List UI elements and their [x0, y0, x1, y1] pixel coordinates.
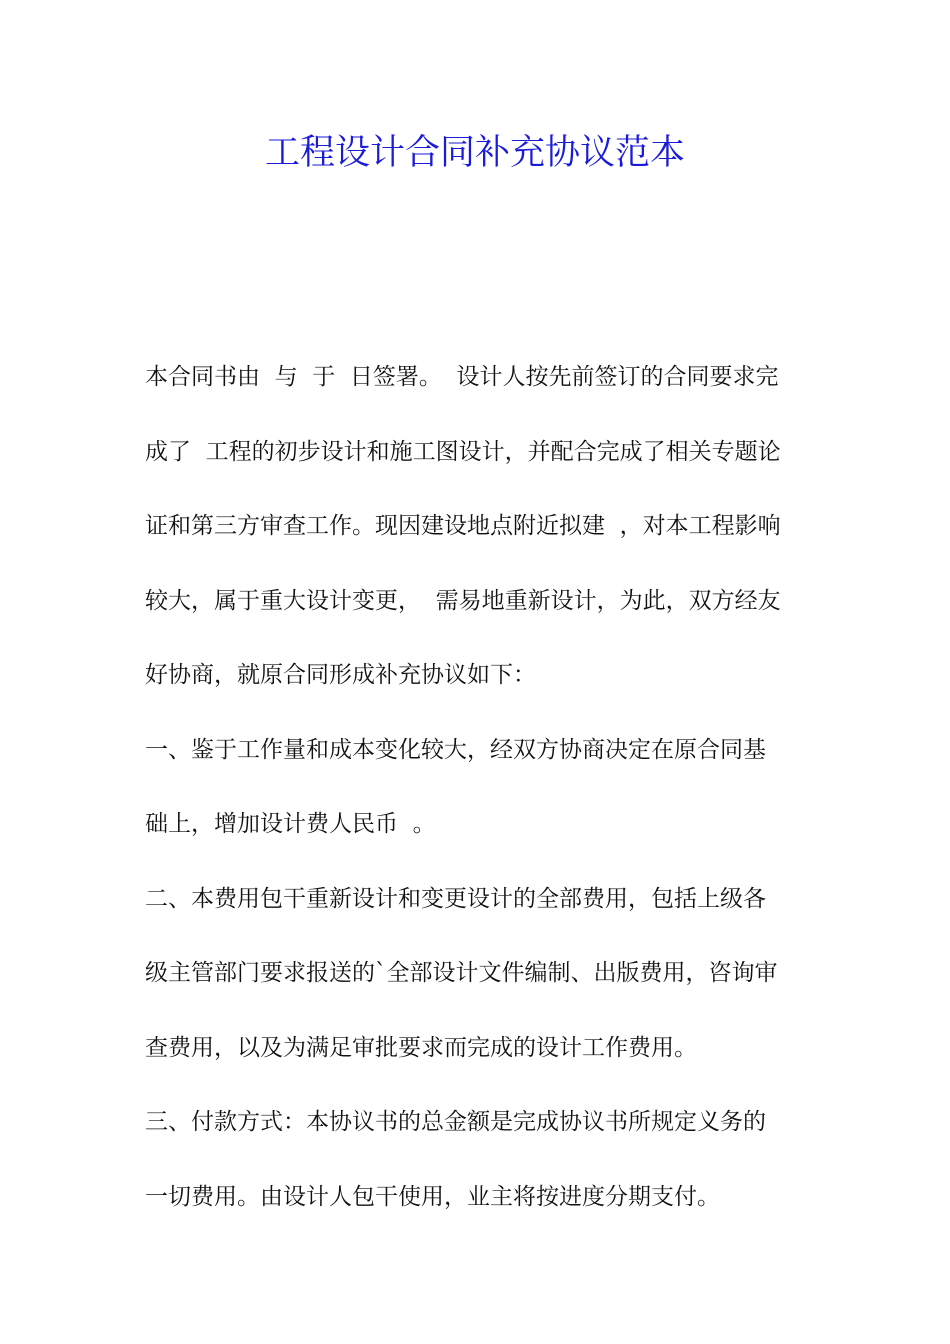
body-line: 证和第三方审查工作。现因建设地点附近拟建 ，对本工程影响: [145, 513, 781, 539]
clause-1-line: 础上，增加设计费人民币 。: [145, 811, 436, 837]
clause-2-line: 二、本费用包干重新设计和变更设计的全部费用，包括上级各: [145, 885, 766, 912]
clause-2-line: 查费用，以及为满足审批要求而完成的设计工作费用。: [145, 1034, 697, 1061]
body-line: 好协商，就原合同形成补充协议如下：: [145, 662, 536, 688]
document-body: [145, 340, 815, 1234]
body-line: 本合同书由 与 于 日签署。 设计人按先前签订的合同要求完: [145, 364, 779, 390]
body-line: 较大，属于重大设计变更， 需易地重新设计，为此，双方经友: [145, 587, 781, 614]
clause-1-line: 一、鉴于工作量和成本变化较大，经双方协商决定在原合同基: [145, 736, 766, 763]
clause-3-line: 一切费用。由设计人包干使用，业主将按进度分期支付。: [145, 1183, 720, 1210]
clause-3-line: 三、付款方式：本协议书的总金额是完成协议书所规定义务的: [145, 1109, 766, 1135]
clause-2-line: 级主管部门要求报送的`全部设计文件编制、出版费用，咨询审: [145, 960, 778, 986]
body-line: 成了 工程的初步设计和施工图设计，并配合完成了相关专题论: [145, 438, 781, 465]
document-title: 工程设计合同补充协议范本: [264, 133, 685, 173]
